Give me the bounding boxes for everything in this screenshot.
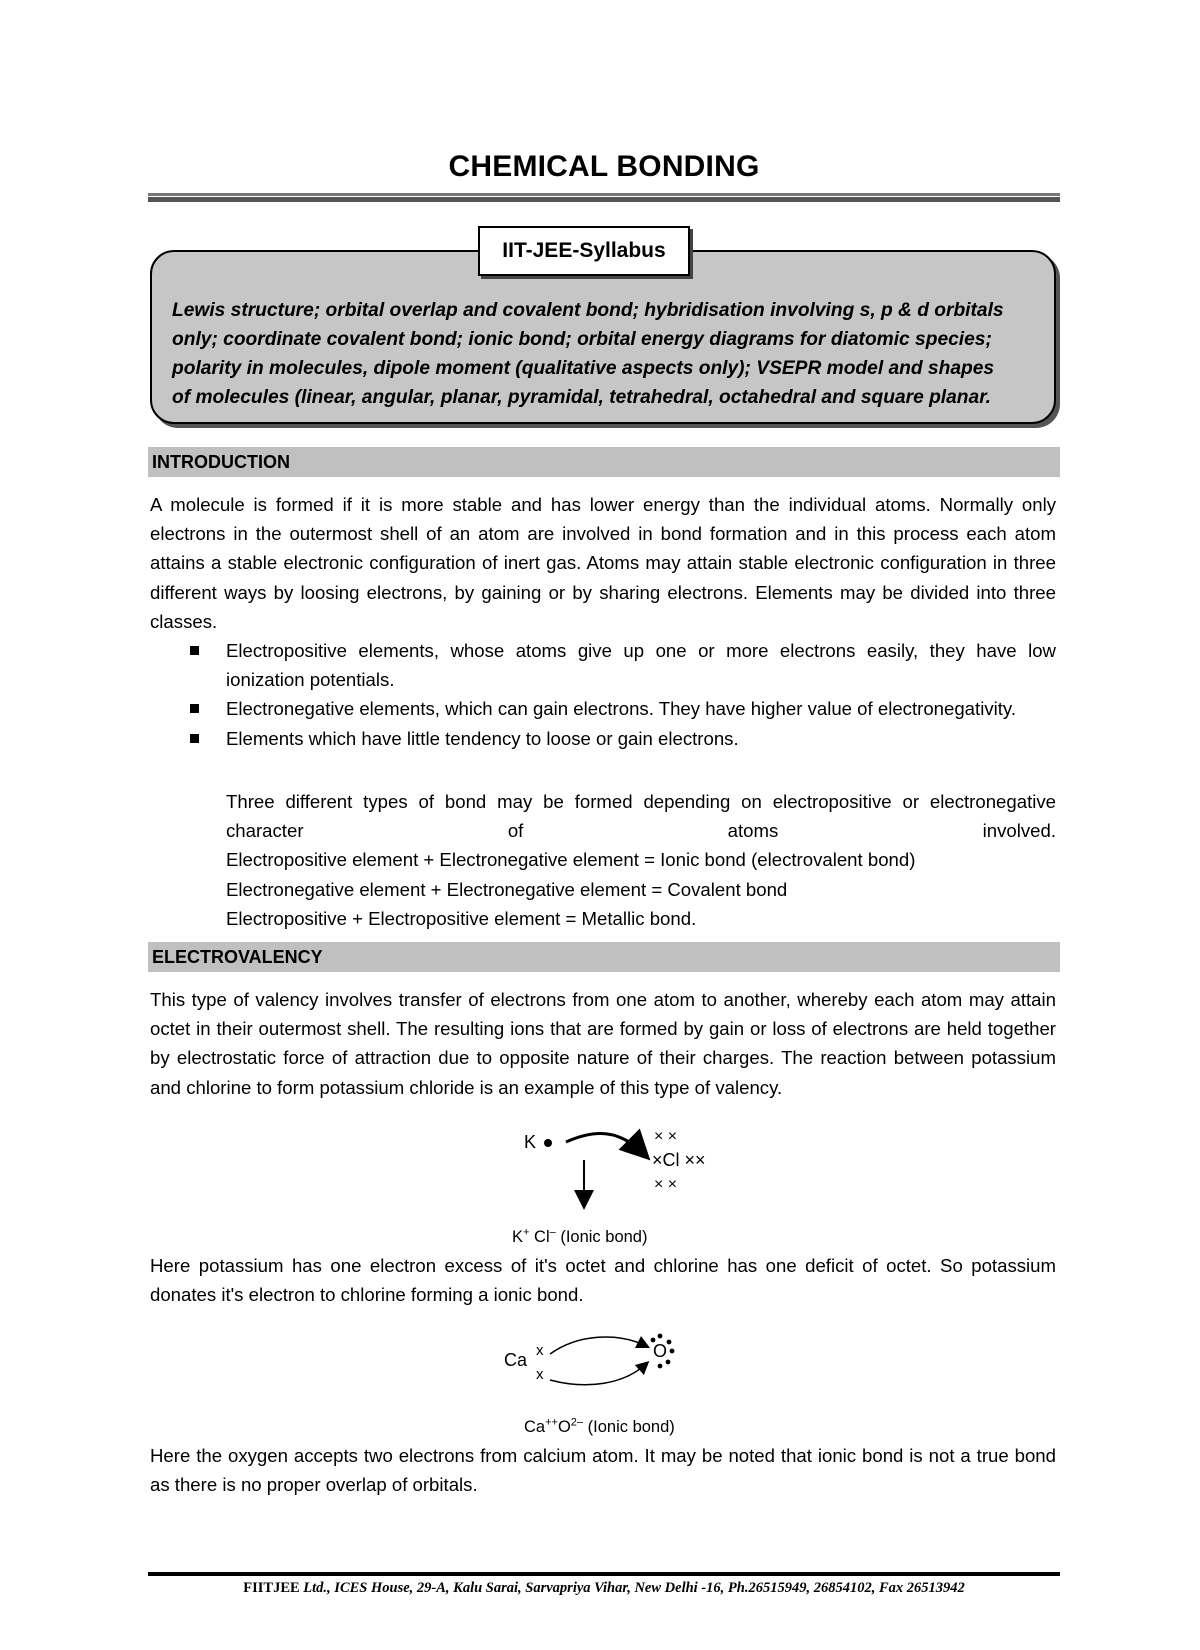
potassium-paragraph: Here potassium has one electron excess of it's octet and chlorine has one deficit of octet. So potassium donates it's electron to chlorine forming a ionic bond. xyxy=(150,1255,1056,1306)
bond-rule-metallic: Electropositive + Electropositive element = Metallic bond. xyxy=(226,907,697,929)
syllabus-line: of molecules (linear, angular, planar, pyramidal, tetrahedral, octahedral and square planar. xyxy=(172,387,991,408)
cao-transfer-diagram xyxy=(148,1330,1060,1400)
section-heading-introduction: INTRODUCTION xyxy=(148,447,1060,477)
cation-charge: ++ xyxy=(545,1416,558,1429)
footer-address: Ltd., ICES House, 29-A, Kalu Sarai, Sarvapriya Vihar, New Delhi -16, Ph.26515949, 26854102, Fax 26513942 xyxy=(299,1580,965,1596)
anion-charge: – xyxy=(549,1226,556,1239)
square-bullet-icon xyxy=(190,646,199,655)
footer-divider xyxy=(148,1572,1060,1576)
donor-atom-ca: Ca xyxy=(504,1350,528,1370)
square-bullet-icon xyxy=(190,734,199,743)
document-page xyxy=(148,0,1060,1650)
section-heading-electrovalency: ELECTROVALENCY xyxy=(148,942,1060,972)
list-item-text: Elements which have little tendency to loose or gain electrons. xyxy=(226,727,739,749)
ca-electron-1: x xyxy=(536,1342,544,1359)
kcl-product-caption xyxy=(512,1228,647,1247)
electrovalency-paragraph: This type of valency involves transfer of electrons from one atom to another, whereby each atom may attain octet in their outermost shell. The resulting ions that are formed by gain or loss of electrons are held together by electrostatic force of attraction due to opposite nature of their charges. The reaction between potassium and chlorine to form potassium chloride is an example of this type of valency. xyxy=(150,989,1056,1098)
syllabus-line: Lewis structure; orbital overlap and covalent bond; hybridisation involving s, p & d orbitals xyxy=(172,300,1004,321)
acceptor-atom-cl: ×Cl ×× xyxy=(652,1150,706,1170)
product-cation: K xyxy=(512,1228,524,1246)
syllabus-box xyxy=(150,250,1056,424)
cao-arrows xyxy=(148,1330,1060,1400)
syllabus-line: polarity in molecules, dipole moment (qualitative aspects only); VSEPR model and shapes xyxy=(172,358,995,379)
intro-paragraph: A molecule is formed if it is more stable and has lower energy than the individual atoms. Normally only electrons in the outermost shell of an atom are involved in bond formation and in this process each atom attains a stable electronic configuration of inert gas. Atoms may attain stable electronic configuration in three different ways by loosing electrons, by gaining or by sharing electrons. Elements may be divided into three classes. xyxy=(150,494,1056,632)
list-item xyxy=(148,724,1056,753)
list-item xyxy=(148,694,1056,723)
square-bullet-icon xyxy=(190,704,199,713)
cation-charge: + xyxy=(523,1226,530,1239)
footer-brand: FIITJEE xyxy=(243,1580,300,1596)
list-item-text: Electronegative elements, which can gain electrons. They have higher value of electronegativity. xyxy=(226,698,1016,720)
bond-rule-covalent: Electronegative element + Electronegative element = Covalent bond xyxy=(226,878,788,900)
anion-charge: 2– xyxy=(570,1416,584,1429)
electron-transfer-arrow xyxy=(550,1337,646,1354)
bond-note: (Ionic bond) xyxy=(583,1418,675,1436)
product-anion: Cl xyxy=(529,1228,550,1246)
bond-rule-ionic: Electropositive element + Electronegative element = Ionic bond (electrovalent bond) xyxy=(226,849,916,871)
donor-atom-k: K xyxy=(524,1132,537,1152)
bond-types-intro: Three different types of bond may be formed depending on electropositive or electronegative character of atoms involved. xyxy=(226,791,1056,842)
bond-type-block xyxy=(226,787,1056,933)
cl-electrons-top: × × xyxy=(654,1128,678,1145)
list-item xyxy=(148,636,1056,694)
cl-electrons-bottom: × × xyxy=(654,1176,678,1193)
cao-product-caption xyxy=(524,1418,675,1437)
acceptor-atom-o: O xyxy=(653,1341,668,1361)
page-title: CHEMICAL BONDING xyxy=(448,150,760,183)
kcl-arrows xyxy=(148,1128,1060,1228)
oxygen-paragraph: Here the oxygen accepts two electrons from calcium atom. It may be noted that ionic bond is not a true bond as there is no proper overlap of orbitals. xyxy=(150,1445,1056,1496)
page-footer xyxy=(148,1580,1060,1597)
syllabus-line: only; coordinate covalent bond; ionic bond; orbital energy diagrams for diatomic species; xyxy=(172,329,992,350)
product-anion: O xyxy=(557,1418,571,1436)
bond-note: (Ionic bond) xyxy=(555,1228,648,1246)
electron-transfer-arrow xyxy=(566,1133,644,1154)
element-class-list xyxy=(148,636,1056,753)
ca-electron-2: x xyxy=(536,1366,544,1383)
kcl-transfer-diagram xyxy=(148,1128,1060,1228)
product-cation: Ca xyxy=(524,1418,546,1436)
syllabus-tab-label: IIT-JEE-Syllabus xyxy=(478,226,690,276)
electron-transfer-arrow xyxy=(550,1364,646,1385)
electron-dot xyxy=(544,1139,552,1147)
title-divider xyxy=(148,193,1060,202)
syllabus-text xyxy=(172,296,1042,412)
list-item-text: Electropositive elements, whose atoms give up one or more electrons easily, they have low ionization potentials. xyxy=(226,640,1056,691)
